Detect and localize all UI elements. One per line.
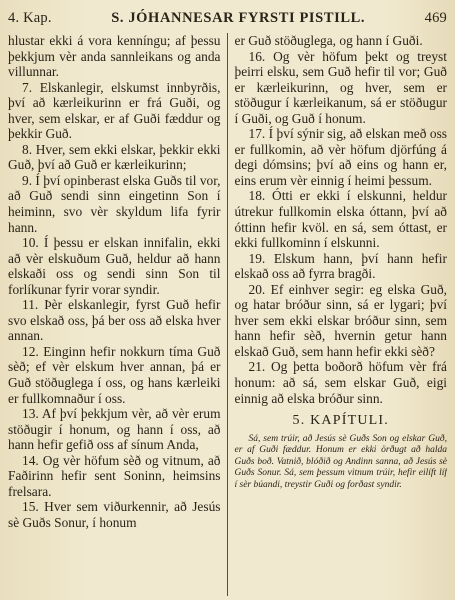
running-header — [8, 10, 447, 30]
chapter-summary: Sá, sem trúir, að Jesús sè Guðs Son og elskar Guð, er af Guði fæddur. Honum er ekki örðugt að halda Guðs boð. Vatnið, blóðið og Andinn sanna, að Jesús sè Guðs Sonur. Sá, sem þessum vitnum trúir, hefir eilíft líf í sèr búandi, treystir Guði og forðast syndir. — [234, 433, 447, 491]
verse-12: 12. Einginn hefir nokkurn tíma Guð sèð; ef vèr elskum hver annan, þá er Guð stöðuglega í oss, og hans kærleiki er fullkomnaður í oss. — [8, 343, 221, 406]
verse-18: 18. Ótti er ekki í elskunni, heldur útrekur fullkomin elska óttann, því að óttinn hefir kvöl. en sá, sem óttast, er ekki fullkominn í elskunni. — [234, 188, 447, 251]
verse-10: 10. Í þessu er elskan innifalin, ekki að vèr elskuðum Guð, heldur að hann elskaði oss og sendi sinn Son til forlíkunar fyrir vorar syndir. — [8, 235, 221, 297]
verse-continuation: hlustar ekki á vora kenníngu; af þessu þekkjum vèr anda sannleikans og anda villunnar. — [8, 33, 221, 80]
verse-16: 16. Og vèr höfum þekt og treyst þeirri elsku, sem Guð hefir til vor; Guð er kærleikurinn, og hver, sem er stöðugur í kærleikanum, sá er stöðugur í Guði, og Guð í honum. — [234, 48, 447, 126]
book-title: S. JÓHANNESAR FYRSTI PISTILL. — [111, 10, 366, 26]
right-column — [227, 33, 448, 596]
verse-21: 21. Og þetta boðorð höfum vèr frá honum: að sá, sem elskar Guð, eigi einnig að elska bróður sinn. — [234, 359, 447, 406]
left-column — [8, 33, 227, 596]
verse-15: 15. Hver sem viðurkennir, að Jesús sè Guðs Sonur, í honum — [8, 499, 221, 530]
verse-11: 11. Þèr elskanlegir, fyrst Guð hefir svo elskað oss, þá ber oss að elska hver annan. — [8, 297, 221, 344]
text-columns — [8, 33, 447, 596]
verse-19: 19. Elskum hann, því hann hefir elskað oss að fyrra bragði. — [234, 250, 447, 282]
verse-13: 13. Af því þekkjum vèr, að vèr erum stöðugir í honum, og hann í oss, að hann hefir gefið oss af sínum Anda, — [8, 406, 221, 453]
verse-8: 8. Hver, sem ekki elskar, þekkir ekki Guð, því að Guð er kærleikurinn; — [8, 141, 221, 173]
verse-14: 14. Og vèr höfum sèð og vitnum, að Faðirinn hefir sent Soninn, heimsins frelsara. — [8, 452, 221, 499]
chapter-marker: 4. Kap. — [8, 10, 52, 26]
verse-20: 20. Ef einhver segir: eg elska Guð, og hatar bróður sinn, sá er lygari; því hver sem ekki elskar bróður sinn, sem hann hefir sèð, hvernin getur hann elskað Guð, sem hann hefir ekki sèð? — [234, 281, 447, 359]
verse-9: 9. Í því opinberast elska Guðs til vor, að Guð sendi sinn eingetinn Son í heiminn, svo vèr skyldum lifa fyrir hann. — [8, 172, 221, 235]
chapter-heading: 5. KAPÍTULI. — [292, 413, 389, 429]
verse-15-continuation: er Guð stöðuglega, og hann í Guði. — [234, 33, 423, 48]
verse-7: 7. Elskanlegir, elskumst innbyrðis, því að kærleikurinn er frá Guði, og hver, sem elskar, er af Guði fæddur og þekkir Guð. — [8, 79, 221, 142]
verse-17: 17. Í því sýnir sig, að elskan með oss er fullkomin, að vèr höfum djörfúng á degi dómsins; því að eins og hann er, eins erum vèr einnig í heimi þessum. — [234, 126, 447, 188]
page-number: 469 — [424, 10, 447, 26]
